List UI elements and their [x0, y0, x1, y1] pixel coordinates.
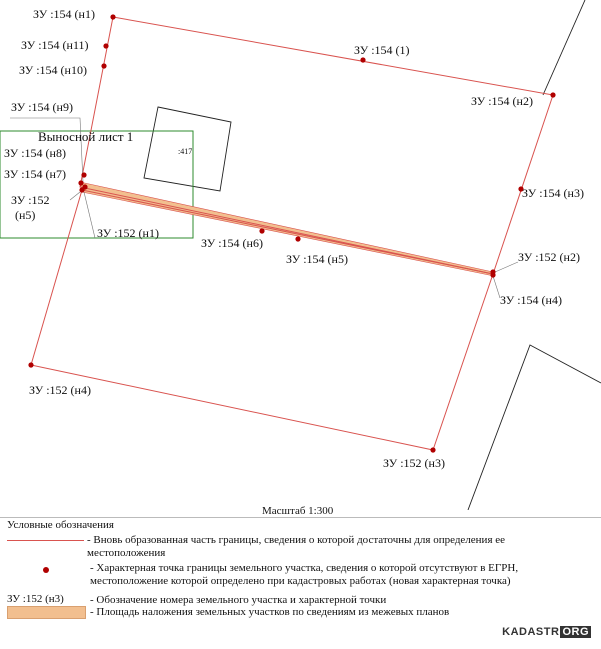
point-154-n6 [259, 228, 264, 233]
legend-divider [0, 517, 601, 518]
label-154-n3: ЗУ :154 (н3) [522, 186, 584, 200]
legend-item-overlap: - Площадь наложения земельных участков по сведениям из межевых планов [90, 606, 450, 618]
point-154-1 [360, 57, 365, 62]
point-154-n2 [550, 92, 555, 97]
legend-item-boundary: - Вновь образованная часть границы, сведения о которой достаточны для определения ее местоположения [87, 534, 506, 559]
detail-sheet-label: Выносной лист 1 [38, 129, 134, 144]
label-152-n5-point: (н5) [15, 208, 36, 222]
label-154-n5: ЗУ :154 (н5) [286, 252, 348, 266]
label-154-1: ЗУ :154 (1) [354, 43, 410, 57]
point-154-n5 [295, 236, 300, 241]
label-152-n1: ЗУ :152 (н1) [97, 226, 159, 240]
label-154-n11: ЗУ :154 (н11) [21, 38, 89, 52]
existing-boundary-top [543, 0, 585, 95]
point-154-n4 [490, 272, 495, 277]
existing-boundary-bottom [468, 345, 601, 510]
legend-title: Условные обозначения [7, 519, 114, 531]
kadastr-logo [502, 626, 591, 638]
point-152-n4 [28, 362, 33, 367]
point-154-n10 [101, 63, 106, 68]
label-152-n4: ЗУ :152 (н4) [29, 383, 91, 397]
label-154-n1: ЗУ :154 (н1) [33, 7, 95, 21]
building-417-label: :417 [178, 147, 193, 156]
legend-label-sample: ЗУ :152 (н3) [7, 593, 64, 605]
logo-suffix: ORG [562, 626, 589, 638]
label-154-n7: ЗУ :154 (н7) [4, 167, 66, 181]
logo-main: KADASTR [502, 626, 560, 638]
point-154-n8 [81, 172, 86, 177]
label-152-n2: ЗУ :152 (н2) [518, 250, 580, 264]
legend-overlap-swatch [7, 606, 86, 619]
point-154-n11 [103, 43, 108, 48]
legend-point-symbol [43, 567, 49, 573]
point-152-n3 [430, 447, 435, 452]
point-152-n1 [82, 184, 87, 189]
map-scale: Масштаб 1:300 [262, 505, 334, 517]
label-154-n4: ЗУ :154 (н4) [500, 293, 562, 307]
legend-item-label: - Обозначение номера земельного участка и характерной точки [90, 594, 387, 606]
label-152-n3: ЗУ :152 (н3) [383, 456, 445, 470]
label-154-n6: ЗУ :154 (н6) [201, 236, 263, 250]
label-154-n10: ЗУ :154 (н10) [19, 63, 87, 77]
legend-item-point: - Характерная точка границы земельного участка, сведения о которой отсутствуют в ЕГРН, местоположение которой определено при кадастровых работах (новая характерная точка) [90, 562, 519, 587]
label-154-n2: ЗУ :154 (н2) [471, 94, 533, 108]
legend-boundary-line-symbol [7, 540, 84, 541]
label-154-n9: ЗУ :154 (н9) [11, 100, 73, 114]
leader-lines [10, 118, 518, 298]
point-154-n7 [78, 180, 83, 185]
label-152-n5-number: ЗУ :152 [11, 193, 50, 207]
point-154-n1 [110, 14, 115, 19]
label-154-n8: ЗУ :154 (н8) [4, 146, 66, 160]
